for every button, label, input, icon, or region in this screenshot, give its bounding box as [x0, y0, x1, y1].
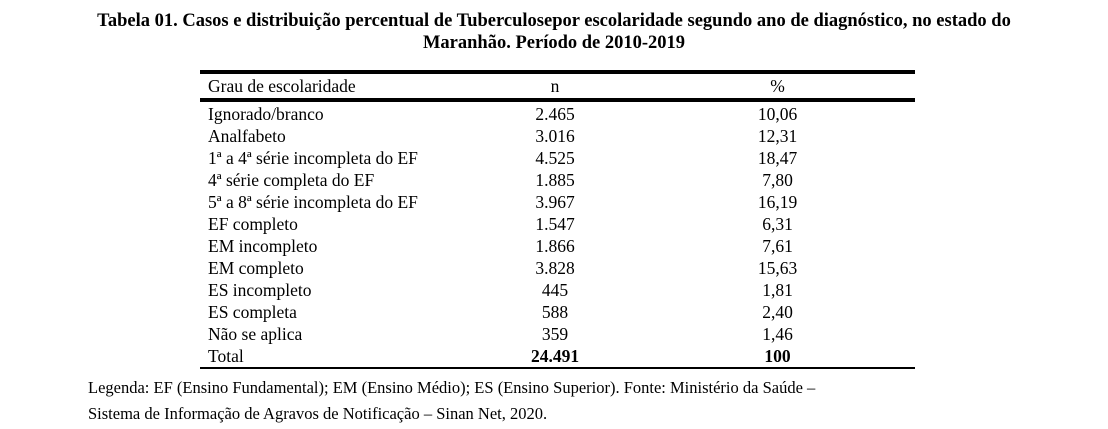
cell-grau: ES completa	[208, 302, 297, 322]
total-n: 24.491	[530, 346, 580, 366]
cell-percent: 16,19	[757, 192, 798, 212]
cell-n: 3.967	[535, 192, 575, 212]
table-row	[200, 147, 915, 169]
table-body	[200, 102, 915, 367]
cell-grau: Não se aplica	[208, 324, 303, 344]
cell-percent: 12,31	[757, 126, 798, 146]
table-row	[200, 103, 915, 125]
table-row	[200, 125, 915, 147]
cell-n: 1.866	[535, 236, 575, 256]
data-table	[200, 70, 915, 369]
table-legend	[88, 375, 815, 427]
cell-n: 445	[541, 280, 569, 300]
table-row	[200, 235, 915, 257]
cell-percent: 10,06	[757, 104, 798, 124]
cell-n: 359	[541, 324, 569, 344]
cell-grau: EM completo	[208, 258, 304, 278]
legend-line-2: Sistema de Informação de Agravos de Notificação – Sinan Net, 2020.	[88, 404, 548, 423]
header-n: n	[550, 76, 560, 96]
table-caption	[0, 10, 1108, 54]
cell-n: 4.525	[535, 148, 575, 168]
cell-grau: Ignorado/branco	[208, 104, 324, 124]
cell-percent: 2,40	[762, 302, 793, 322]
table-row	[200, 323, 915, 345]
cell-percent: 18,47	[757, 148, 798, 168]
legend-line-1: Legenda: EF (Ensino Fundamental); EM (Ensino Médio); ES (Ensino Superior). Fonte: Ministério da Saúde –	[88, 378, 816, 397]
cell-grau: EF completo	[208, 214, 298, 234]
cell-percent: 1,46	[762, 324, 793, 344]
cell-n: 2.465	[535, 104, 575, 124]
table-row	[200, 169, 915, 191]
table-row	[200, 191, 915, 213]
table-total-row	[200, 345, 915, 367]
cell-grau: EM incompleto	[208, 236, 318, 256]
table-header-row	[200, 74, 915, 98]
table-row	[200, 213, 915, 235]
table-row	[200, 279, 915, 301]
cell-percent: 7,80	[762, 170, 793, 190]
cell-grau: 5ª a 8ª série incompleta do EF	[208, 192, 418, 212]
caption-line-2: Maranhão. Período de 2010-2019	[422, 33, 686, 53]
cell-grau: Analfabeto	[208, 126, 286, 146]
cell-n: 1.885	[535, 170, 575, 190]
table-row	[200, 257, 915, 279]
cell-n: 3.828	[535, 258, 575, 278]
cell-percent: 1,81	[762, 280, 793, 300]
cell-n: 1.547	[535, 214, 575, 234]
table-bottom-rule	[200, 367, 915, 369]
cell-percent: 15,63	[757, 258, 798, 278]
cell-n: 588	[541, 302, 569, 322]
cell-percent: 6,31	[762, 214, 793, 234]
total-label: Total	[208, 346, 244, 366]
cell-percent: 7,61	[762, 236, 793, 256]
cell-n: 3.016	[535, 126, 575, 146]
header-grau: Grau de escolaridade	[208, 76, 356, 96]
caption-line-1: Tabela 01. Casos e distribuição percentual de Tuberculosepor escolaridade segundo ano de diagnóstico, no estado do	[97, 11, 1011, 31]
header-percent: %	[770, 76, 785, 96]
cell-grau: ES incompleto	[208, 280, 312, 300]
table-row	[200, 301, 915, 323]
cell-grau: 4ª série completa do EF	[208, 170, 375, 190]
total-percent: 100	[764, 346, 791, 366]
cell-grau: 1ª a 4ª série incompleta do EF	[208, 148, 418, 168]
